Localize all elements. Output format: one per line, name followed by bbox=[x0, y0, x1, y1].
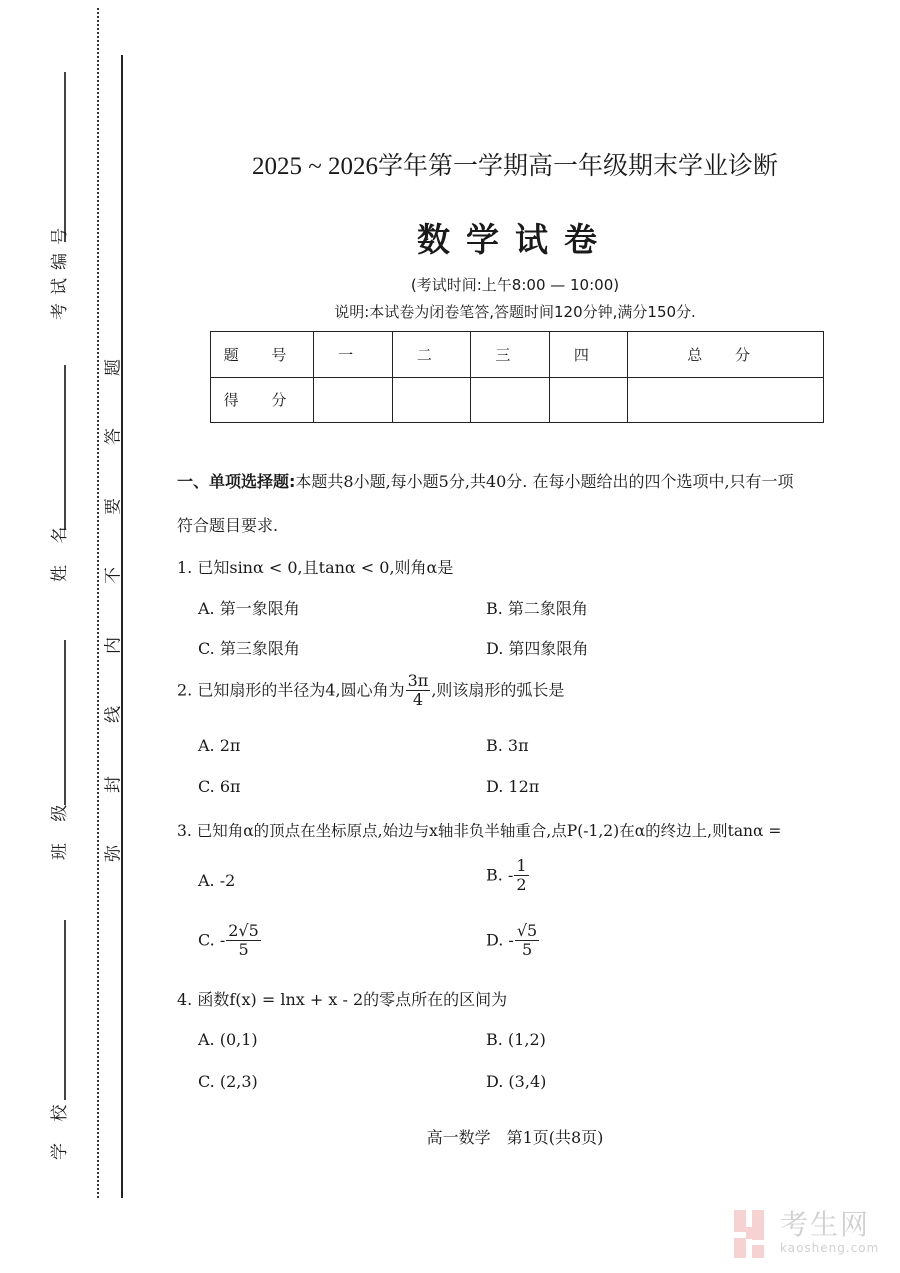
score-input-cell[interactable] bbox=[628, 377, 824, 423]
q4-option-a: A. (0,1) bbox=[198, 1030, 258, 1049]
question-2-stem bbox=[177, 672, 564, 710]
section-title: 一、单项选择题: bbox=[177, 472, 296, 491]
option-fraction bbox=[514, 857, 528, 895]
school-label: 学 校 bbox=[50, 1096, 70, 1160]
q2-option-a: A. 2π bbox=[198, 736, 241, 755]
q2-stem-post: ,则该扇形的弧长是 bbox=[431, 680, 565, 700]
class-line bbox=[64, 640, 66, 805]
score-table-header-row bbox=[211, 332, 824, 378]
q2-option-c: C. 6π bbox=[198, 777, 241, 796]
score-table bbox=[210, 331, 824, 423]
score-input-cell[interactable] bbox=[549, 377, 628, 423]
section-heading bbox=[177, 469, 794, 492]
q3-option-b bbox=[486, 857, 530, 895]
score-cell: 三 bbox=[471, 332, 550, 378]
watermark-text: 考生网 bbox=[780, 1208, 871, 1241]
section-text-cont: 符合题目要求. bbox=[177, 516, 279, 535]
watermark-logo bbox=[716, 1205, 896, 1263]
score-input-cell[interactable] bbox=[392, 377, 471, 423]
subject-title: 数学试卷 bbox=[417, 220, 613, 259]
frac-den: 5 bbox=[238, 940, 249, 960]
school-line bbox=[64, 920, 66, 1100]
question-4-stem: 4. 函数f(x) = lnx + x - 2的零点所在的区间为 bbox=[177, 990, 508, 1009]
score-cell: 总 分 bbox=[628, 332, 824, 378]
exam-number-label: 考试编号 bbox=[50, 220, 70, 320]
score-cell: 四 bbox=[549, 332, 628, 378]
score-table-score-row bbox=[211, 377, 824, 423]
q1-option-c: C. 第三象限角 bbox=[198, 639, 300, 658]
q2-option-b: B. 3π bbox=[486, 736, 529, 755]
score-cell: 题 号 bbox=[211, 332, 314, 378]
frac-num: 3π bbox=[407, 671, 429, 690]
exam-title: 2025 ~ 2026学年第一学期高一年级期末学业诊断 bbox=[251, 153, 779, 180]
watermark-url: kaosheng.com bbox=[780, 1241, 880, 1255]
option-label: B. - bbox=[486, 865, 514, 885]
name-label: 姓 名 bbox=[50, 518, 70, 582]
frac-num: 1 bbox=[516, 856, 527, 875]
q3-option-d bbox=[486, 922, 540, 960]
q4-option-d: D. (3,4) bbox=[486, 1072, 547, 1091]
seal-char: 题 bbox=[103, 359, 124, 376]
class-label: 班 级 bbox=[50, 796, 70, 860]
score-cell: 一 bbox=[314, 332, 393, 378]
q4-option-c: C. (2,3) bbox=[198, 1072, 258, 1091]
q3-option-c bbox=[198, 922, 262, 960]
q3-option-a: A. -2 bbox=[198, 871, 236, 890]
page-footer: 高一数学 第1页(共8页) bbox=[426, 1128, 604, 1147]
seal-char: 封 bbox=[103, 776, 124, 793]
seal-char: 内 bbox=[103, 637, 124, 654]
seal-char: 弥 bbox=[103, 845, 124, 862]
seal-char: 不 bbox=[103, 567, 124, 584]
seal-char: 答 bbox=[103, 428, 124, 445]
score-input-cell[interactable] bbox=[314, 377, 393, 423]
seal-char: 要 bbox=[103, 498, 124, 515]
q4-option-b: B. (1,2) bbox=[486, 1030, 546, 1049]
frac-den: 5 bbox=[521, 940, 533, 960]
option-label: C. - bbox=[198, 930, 226, 950]
q1-option-d: D. 第四象限角 bbox=[486, 639, 589, 658]
name-line bbox=[64, 365, 66, 530]
score-cell: 得 分 bbox=[211, 377, 314, 423]
cut-line-dotted bbox=[97, 8, 99, 1198]
option-fraction bbox=[226, 922, 261, 960]
frac-num: 2√5 bbox=[228, 921, 259, 940]
exam-note: 说明:本试卷为闭卷笔答,答题时间120分钟,满分150分. bbox=[334, 303, 696, 321]
q2-fraction bbox=[406, 672, 431, 710]
frac-den: 4 bbox=[412, 690, 424, 710]
option-label: D. - bbox=[486, 930, 514, 950]
section-text: 本题共8小题,每小题5分,共40分. 在每小题给出的四个选项中,只有一项 bbox=[295, 472, 794, 491]
seal-char: 线 bbox=[103, 706, 124, 723]
question-3-stem: 3. 已知角α的顶点在坐标原点,始边与x轴非负半轴重合,点P(-1,2)在α的终边上,则tanα = bbox=[177, 822, 782, 840]
exam-time: (考试时间:上午8:00 — 10:00) bbox=[410, 276, 620, 294]
option-fraction bbox=[515, 922, 539, 960]
q2-stem-pre: 2. 已知扇形的半径为4,圆心角为 bbox=[177, 680, 405, 700]
frac-num: √5 bbox=[516, 921, 538, 940]
q1-option-a: A. 第一象限角 bbox=[198, 599, 300, 618]
q1-option-b: B. 第二象限角 bbox=[486, 599, 588, 618]
score-input-cell[interactable] bbox=[471, 377, 550, 423]
question-1-stem: 1. 已知sinα < 0,且tanα < 0,则角α是 bbox=[177, 558, 454, 577]
score-cell: 二 bbox=[392, 332, 471, 378]
frac-den: 2 bbox=[516, 875, 527, 895]
q2-option-d: D. 12π bbox=[486, 777, 540, 796]
